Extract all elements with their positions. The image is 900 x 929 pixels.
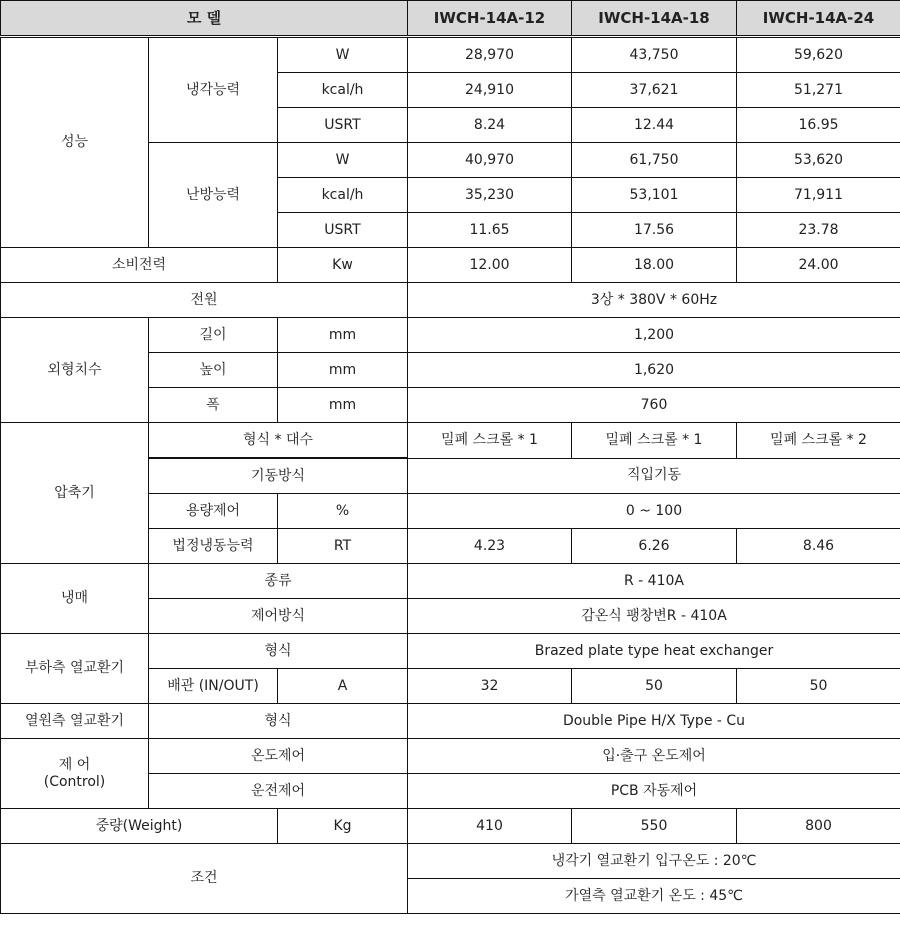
table-row	[1, 248, 900, 283]
table-row	[1, 809, 900, 844]
source-hx-label: 열원측 열교환기	[1, 704, 149, 739]
value-cell: PCB 자동제어	[408, 774, 900, 809]
value-cell: 12.00	[408, 248, 572, 283]
weight-label: 중량(Weight)	[1, 809, 278, 844]
compressor-label: 압축기	[1, 423, 149, 564]
table-row	[1, 634, 900, 669]
unit-cell: Kg	[278, 809, 408, 844]
legal-capacity-label: 법정냉동능력	[149, 529, 278, 564]
control-label-line2: (Control)	[43, 773, 106, 790]
power-supply-label: 전원	[1, 283, 408, 318]
value-cell: 12.44	[572, 108, 737, 143]
table-row	[1, 844, 900, 879]
value-cell: 16.95	[737, 108, 900, 143]
condition-line: 냉각기 열교환기 입구온도 : 20℃	[408, 844, 900, 879]
operation-control-label: 운전제어	[149, 774, 408, 809]
value-cell: 43,750	[572, 37, 737, 73]
value-cell: R - 410A	[408, 564, 900, 599]
refrigerant-kind-label: 종류	[149, 564, 408, 599]
value-cell: 0 ~ 100	[408, 494, 900, 529]
unit-cell: W	[278, 143, 408, 178]
value-cell: 17.56	[572, 213, 737, 248]
table-row	[1, 423, 900, 459]
table-row	[1, 704, 900, 739]
source-hx-type-label: 형식	[149, 704, 408, 739]
value-cell: 감온식 팽창변R - 410A	[408, 599, 900, 634]
model-name: IWCH-14A-24	[737, 1, 900, 37]
table-row	[1, 37, 900, 73]
unit-cell: mm	[278, 318, 408, 353]
value-cell: 입·출구 온도제어	[408, 739, 900, 774]
unit-cell: USRT	[278, 213, 408, 248]
value-cell: 550	[572, 809, 737, 844]
value-cell: 23.78	[737, 213, 900, 248]
control-label-line1: 제 어	[58, 756, 91, 773]
unit-cell: mm	[278, 388, 408, 423]
value-cell: 50	[737, 669, 900, 704]
value-cell: 32	[408, 669, 572, 704]
value-cell: 35,230	[408, 178, 572, 213]
value-cell: 밀폐 스크롤 * 1	[572, 423, 737, 459]
value-cell: 53,101	[572, 178, 737, 213]
value-cell: Brazed plate type heat exchanger	[408, 634, 900, 669]
unit-cell: mm	[278, 353, 408, 388]
performance-label: 성능	[1, 37, 149, 248]
unit-cell: RT	[278, 529, 408, 564]
refrigerant-control-label: 제어방식	[149, 599, 408, 634]
conditions-label: 조건	[1, 844, 408, 914]
starting-method-label: 기동방식	[149, 458, 408, 494]
compressor-type-label: 형식 * 대수	[149, 423, 408, 459]
value-cell: 800	[737, 809, 900, 844]
value-cell: 24,910	[408, 73, 572, 108]
load-hx-label: 부하측 열교환기	[1, 634, 149, 704]
heating-capacity-label: 난방능력	[149, 143, 278, 248]
value-cell: 51,271	[737, 73, 900, 108]
value-cell: 6.26	[572, 529, 737, 564]
power-consumption-label: 소비전력	[1, 248, 278, 283]
unit-cell: A	[278, 669, 408, 704]
value-cell: 8.46	[737, 529, 900, 564]
value-cell: 밀폐 스크롤 * 2	[737, 423, 900, 459]
value-cell: 61,750	[572, 143, 737, 178]
table-row	[1, 564, 900, 599]
table-row	[1, 318, 900, 353]
table-row	[1, 283, 900, 318]
cooling-capacity-label: 냉각능력	[149, 37, 278, 143]
model-label: 모 델	[1, 1, 408, 37]
dimension-name: 폭	[149, 388, 278, 423]
value-cell: 59,620	[737, 37, 900, 73]
value-cell: 1,620	[408, 353, 900, 388]
value-cell: 24.00	[737, 248, 900, 283]
value-cell: 37,621	[572, 73, 737, 108]
value-cell: 3상 * 380V * 60Hz	[408, 283, 900, 318]
value-cell: 11.65	[408, 213, 572, 248]
capacity-control-label: 용량제어	[149, 494, 278, 529]
condition-line: 가열측 열교환기 온도 : 45℃	[408, 879, 900, 914]
value-cell: 직입기동	[408, 458, 900, 494]
model-name: IWCH-14A-12	[408, 1, 572, 37]
unit-cell: USRT	[278, 108, 408, 143]
control-label	[1, 739, 149, 809]
value-cell: 760	[408, 388, 900, 423]
model-name: IWCH-14A-18	[572, 1, 737, 37]
unit-cell: kcal/h	[278, 73, 408, 108]
value-cell: 40,970	[408, 143, 572, 178]
temperature-control-label: 온도제어	[149, 739, 408, 774]
value-cell: 410	[408, 809, 572, 844]
dimension-name: 길이	[149, 318, 278, 353]
value-cell: 71,911	[737, 178, 900, 213]
value-cell: 18.00	[572, 248, 737, 283]
unit-cell: kcal/h	[278, 178, 408, 213]
table-row	[1, 739, 900, 774]
dimension-name: 높이	[149, 353, 278, 388]
header-row	[1, 1, 900, 37]
dimensions-label: 외형치수	[1, 318, 149, 423]
value-cell: Double Pipe H/X Type - Cu	[408, 704, 900, 739]
unit-cell: W	[278, 37, 408, 73]
unit-cell: %	[278, 494, 408, 529]
value-cell: 1,200	[408, 318, 900, 353]
refrigerant-label: 냉매	[1, 564, 149, 634]
value-cell: 4.23	[408, 529, 572, 564]
value-cell: 50	[572, 669, 737, 704]
value-cell: 28,970	[408, 37, 572, 73]
load-hx-type-label: 형식	[149, 634, 408, 669]
unit-cell: Kw	[278, 248, 408, 283]
value-cell: 53,620	[737, 143, 900, 178]
value-cell: 8.24	[408, 108, 572, 143]
piping-label: 배관 (IN/OUT)	[149, 669, 278, 704]
value-cell: 밀폐 스크롤 * 1	[408, 423, 572, 459]
